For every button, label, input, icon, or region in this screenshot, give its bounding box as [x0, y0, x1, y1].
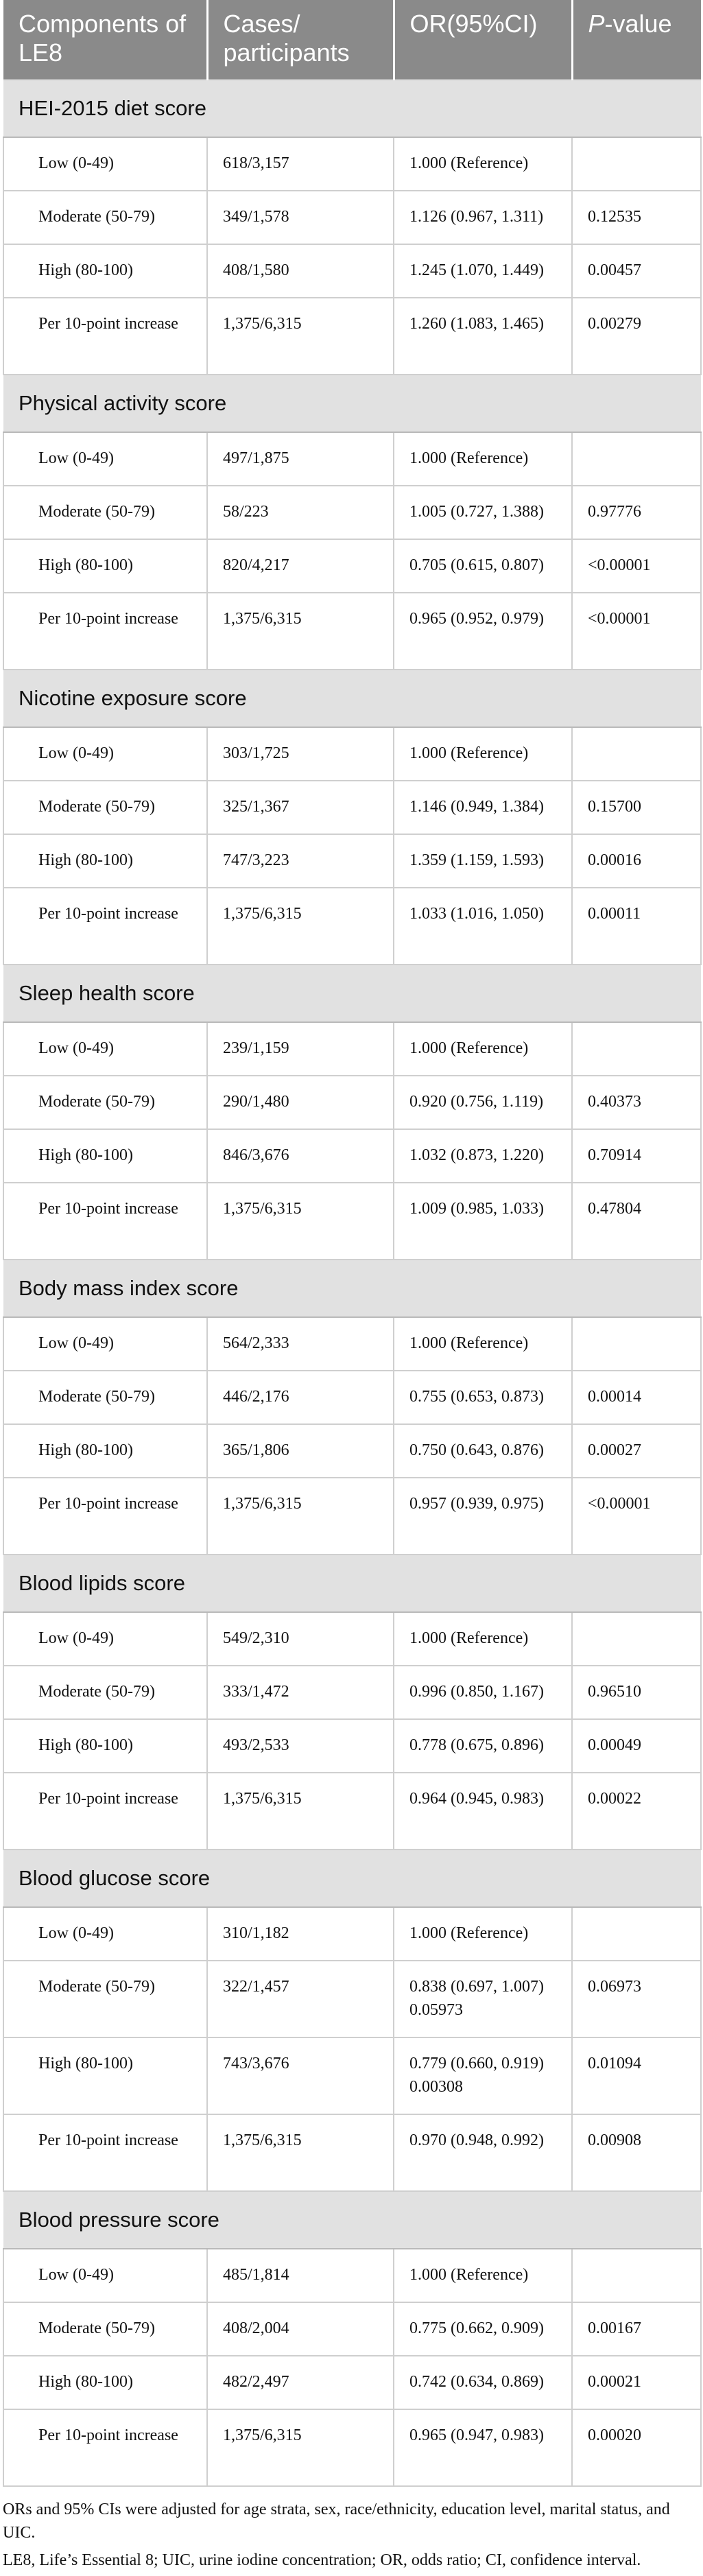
or-cell: 1.000 (Reference) — [394, 1022, 572, 1076]
or-cell: 1.126 (0.967, 1.311) — [394, 191, 572, 244]
p-value-cell: <0.00001 — [572, 539, 701, 593]
p-value-cell: 0.70914 — [572, 1129, 701, 1183]
table-row — [3, 1022, 701, 1076]
level-cell: Per 10-point increase — [3, 1183, 207, 1260]
cases-cell: 325/1,367 — [207, 781, 394, 834]
cases-cell: 1,375/6,315 — [207, 1183, 394, 1260]
or-cell: 0.779 (0.660, 0.919) 0.00308 — [394, 2037, 572, 2114]
p-value-cell: 0.00022 — [572, 1773, 701, 1850]
p-value-cell: 0.97776 — [572, 486, 701, 539]
table-row — [3, 1129, 701, 1183]
table-row — [3, 432, 701, 486]
cases-cell: 349/1,578 — [207, 191, 394, 244]
p-value-cell: 0.00014 — [572, 1371, 701, 1424]
table-row — [3, 298, 701, 375]
table-row — [3, 2409, 701, 2486]
table-row — [3, 2302, 701, 2356]
or-cell: 1.245 (1.070, 1.449) — [394, 244, 572, 298]
cases-cell: 1,375/6,315 — [207, 1478, 394, 1555]
or-cell: 1.000 (Reference) — [394, 137, 572, 191]
table-row — [3, 781, 701, 834]
level-cell: Moderate (50-79) — [3, 191, 207, 244]
cases-cell: 303/1,725 — [207, 727, 394, 781]
level-cell: Moderate (50-79) — [3, 486, 207, 539]
table-row — [3, 191, 701, 244]
table-row — [3, 2356, 701, 2409]
section-title: Body mass index score — [3, 1260, 701, 1317]
cases-cell: 310/1,182 — [207, 1907, 394, 1961]
p-value-cell — [572, 727, 701, 781]
cases-cell: 549/2,310 — [207, 1612, 394, 1666]
or-cell: 1.000 (Reference) — [394, 1612, 572, 1666]
cases-cell: 1,375/6,315 — [207, 2409, 394, 2486]
cases-cell: 747/3,223 — [207, 834, 394, 888]
level-cell: Low (0-49) — [3, 727, 207, 781]
p-value-cell — [572, 1022, 701, 1076]
p-value-cell: 0.01094 — [572, 2037, 701, 2114]
p-value-cell: 0.06973 — [572, 1961, 701, 2037]
table-header — [3, 0, 701, 80]
p-value-cell: 0.00020 — [572, 2409, 701, 2486]
table-row — [3, 1719, 701, 1773]
table-row — [3, 2114, 701, 2191]
level-cell: High (80-100) — [3, 1719, 207, 1773]
or-cell: 0.964 (0.945, 0.983) — [394, 1773, 572, 1850]
cases-cell: 485/1,814 — [207, 2249, 394, 2302]
table-body — [3, 80, 701, 2486]
section-title: Physical activity score — [3, 375, 701, 432]
level-cell: Per 10-point increase — [3, 2114, 207, 2191]
or-cell: 1.033 (1.016, 1.050) — [394, 888, 572, 965]
table-row — [3, 137, 701, 191]
p-value-cell — [572, 137, 701, 191]
cases-cell: 482/2,497 — [207, 2356, 394, 2409]
p-value-cell — [572, 2249, 701, 2302]
p-value-cell: 0.00167 — [572, 2302, 701, 2356]
level-cell: Low (0-49) — [3, 2249, 207, 2302]
level-cell: Low (0-49) — [3, 1317, 207, 1371]
cases-cell: 743/3,676 — [207, 2037, 394, 2114]
p-value-cell: 0.00908 — [572, 2114, 701, 2191]
level-cell: Moderate (50-79) — [3, 1371, 207, 1424]
header-cases: Cases/ participants — [207, 0, 394, 80]
p-value-cell: 0.47804 — [572, 1183, 701, 1260]
or-cell: 0.705 (0.615, 0.807) — [394, 539, 572, 593]
table-row — [3, 539, 701, 593]
p-value-cell: 0.15700 — [572, 781, 701, 834]
or-cell: 1.005 (0.727, 1.388) — [394, 486, 572, 539]
table-row — [3, 486, 701, 539]
table-row — [3, 2037, 701, 2114]
table-row — [3, 244, 701, 298]
p-value-cell: 0.00021 — [572, 2356, 701, 2409]
level-cell: Low (0-49) — [3, 137, 207, 191]
or-cell: 1.000 (Reference) — [394, 1317, 572, 1371]
table-row — [3, 1371, 701, 1424]
section-title: Blood lipids score — [3, 1555, 701, 1612]
or-cell: 1.260 (1.083, 1.465) — [394, 298, 572, 375]
level-cell: Moderate (50-79) — [3, 2302, 207, 2356]
level-cell: Per 10-point increase — [3, 1478, 207, 1555]
header-component: Components of LE8 — [3, 0, 207, 80]
table-row — [3, 1317, 701, 1371]
header-p-suffix: -value — [604, 10, 672, 38]
table-row — [3, 2249, 701, 2302]
or-cell: 0.957 (0.939, 0.975) — [394, 1478, 572, 1555]
section-header-row — [3, 80, 701, 137]
level-cell: Per 10-point increase — [3, 593, 207, 670]
table-row — [3, 1424, 701, 1478]
header-row — [3, 0, 701, 80]
or-cell: 1.032 (0.873, 1.220) — [394, 1129, 572, 1183]
p-value-cell: 0.00049 — [572, 1719, 701, 1773]
table-row — [3, 1076, 701, 1129]
or-cell: 0.920 (0.756, 1.119) — [394, 1076, 572, 1129]
table-row — [3, 727, 701, 781]
section-header-row — [3, 375, 701, 432]
p-value-cell — [572, 1907, 701, 1961]
or-cell: 0.775 (0.662, 0.909) — [394, 2302, 572, 2356]
table-row — [3, 593, 701, 670]
section-header-row — [3, 2191, 701, 2249]
or-cell: 0.996 (0.850, 1.167) — [394, 1666, 572, 1719]
table-row — [3, 1907, 701, 1961]
or-cell: 1.009 (0.985, 1.033) — [394, 1183, 572, 1260]
cases-cell: 1,375/6,315 — [207, 888, 394, 965]
cases-cell: 322/1,457 — [207, 1961, 394, 2037]
header-p-value — [572, 0, 701, 80]
level-cell: Moderate (50-79) — [3, 1666, 207, 1719]
p-value-cell: 0.12535 — [572, 191, 701, 244]
header-p-italic: P — [588, 10, 605, 38]
or-cell: 0.742 (0.634, 0.869) — [394, 2356, 572, 2409]
level-cell: Low (0-49) — [3, 1612, 207, 1666]
section-title: Blood pressure score — [3, 2191, 701, 2249]
cases-cell: 333/1,472 — [207, 1666, 394, 1719]
level-cell: High (80-100) — [3, 834, 207, 888]
level-cell: Per 10-point increase — [3, 888, 207, 965]
or-cell: 0.965 (0.947, 0.983) — [394, 2409, 572, 2486]
or-cell: 1.000 (Reference) — [394, 432, 572, 486]
cases-cell: 618/3,157 — [207, 137, 394, 191]
level-cell: Moderate (50-79) — [3, 1076, 207, 1129]
le8-results-table — [3, 0, 702, 2487]
cases-cell: 820/4,217 — [207, 539, 394, 593]
level-cell: High (80-100) — [3, 539, 207, 593]
section-title: HEI-2015 diet score — [3, 80, 701, 137]
footnote: LE8, Life’s Essential 8; UIC, urine iodine concentration; OR, odds ratio; CI, confidence interval. — [3, 2551, 641, 2569]
level-cell: High (80-100) — [3, 244, 207, 298]
level-cell: High (80-100) — [3, 1424, 207, 1478]
p-value-cell: 0.00457 — [572, 244, 701, 298]
or-cell: 1.359 (1.159, 1.593) — [394, 834, 572, 888]
level-cell: High (80-100) — [3, 2037, 207, 2114]
table-row — [3, 1961, 701, 2037]
cases-cell: 497/1,875 — [207, 432, 394, 486]
p-value-cell: 0.00016 — [572, 834, 701, 888]
p-value-cell: <0.00001 — [572, 1478, 701, 1555]
section-header-row — [3, 1850, 701, 1907]
p-value-cell: 0.00011 — [572, 888, 701, 965]
cases-cell: 239/1,159 — [207, 1022, 394, 1076]
table-footnotes — [3, 2498, 700, 2572]
section-header-row — [3, 1260, 701, 1317]
cases-cell: 1,375/6,315 — [207, 2114, 394, 2191]
level-cell: Low (0-49) — [3, 432, 207, 486]
or-cell: 0.778 (0.675, 0.896) — [394, 1719, 572, 1773]
section-title: Blood glucose score — [3, 1850, 701, 1907]
header-or: OR(95%CI) — [394, 0, 572, 80]
or-cell: 0.750 (0.643, 0.876) — [394, 1424, 572, 1478]
table-row — [3, 1773, 701, 1850]
level-cell: High (80-100) — [3, 2356, 207, 2409]
or-cell: 1.000 (Reference) — [394, 727, 572, 781]
level-cell: Low (0-49) — [3, 1907, 207, 1961]
cases-cell: 408/1,580 — [207, 244, 394, 298]
table-row — [3, 1478, 701, 1555]
p-value-cell: 0.40373 — [572, 1076, 701, 1129]
p-value-cell — [572, 432, 701, 486]
p-value-cell: 0.96510 — [572, 1666, 701, 1719]
level-cell: Moderate (50-79) — [3, 781, 207, 834]
table-row — [3, 888, 701, 965]
footnote: ORs and 95% CIs were adjusted for age strata, sex, race/ethnicity, education level, marital status, and UIC. — [3, 2501, 670, 2542]
or-cell: 1.146 (0.949, 1.384) — [394, 781, 572, 834]
cases-cell: 365/1,806 — [207, 1424, 394, 1478]
section-header-row — [3, 1555, 701, 1612]
p-value-cell — [572, 1317, 701, 1371]
or-cell: 0.965 (0.952, 0.979) — [394, 593, 572, 670]
or-cell: 0.755 (0.653, 0.873) — [394, 1371, 572, 1424]
cases-cell: 846/3,676 — [207, 1129, 394, 1183]
p-value-cell: 0.00027 — [572, 1424, 701, 1478]
or-cell: 1.000 (Reference) — [394, 2249, 572, 2302]
cases-cell: 1,375/6,315 — [207, 298, 394, 375]
p-value-cell: 0.00279 — [572, 298, 701, 375]
or-cell: 1.000 (Reference) — [394, 1907, 572, 1961]
table-row — [3, 1612, 701, 1666]
level-cell: Low (0-49) — [3, 1022, 207, 1076]
p-value-cell: <0.00001 — [572, 593, 701, 670]
cases-cell: 290/1,480 — [207, 1076, 394, 1129]
section-title: Nicotine exposure score — [3, 670, 701, 727]
table-row — [3, 834, 701, 888]
section-title: Sleep health score — [3, 965, 701, 1022]
table-row — [3, 1666, 701, 1719]
cases-cell: 1,375/6,315 — [207, 1773, 394, 1850]
cases-cell: 58/223 — [207, 486, 394, 539]
p-value-cell — [572, 1612, 701, 1666]
cases-cell: 1,375/6,315 — [207, 593, 394, 670]
or-cell: 0.838 (0.697, 1.007) 0.05973 — [394, 1961, 572, 2037]
cases-cell: 564/2,333 — [207, 1317, 394, 1371]
level-cell: Per 10-point increase — [3, 2409, 207, 2486]
level-cell: Moderate (50-79) — [3, 1961, 207, 2037]
section-header-row — [3, 670, 701, 727]
cases-cell: 493/2,533 — [207, 1719, 394, 1773]
level-cell: Per 10-point increase — [3, 298, 207, 375]
cases-cell: 408/2,004 — [207, 2302, 394, 2356]
level-cell: Per 10-point increase — [3, 1773, 207, 1850]
or-cell: 0.970 (0.948, 0.992) — [394, 2114, 572, 2191]
table-row — [3, 1183, 701, 1260]
level-cell: High (80-100) — [3, 1129, 207, 1183]
section-header-row — [3, 965, 701, 1022]
cases-cell: 446/2,176 — [207, 1371, 394, 1424]
